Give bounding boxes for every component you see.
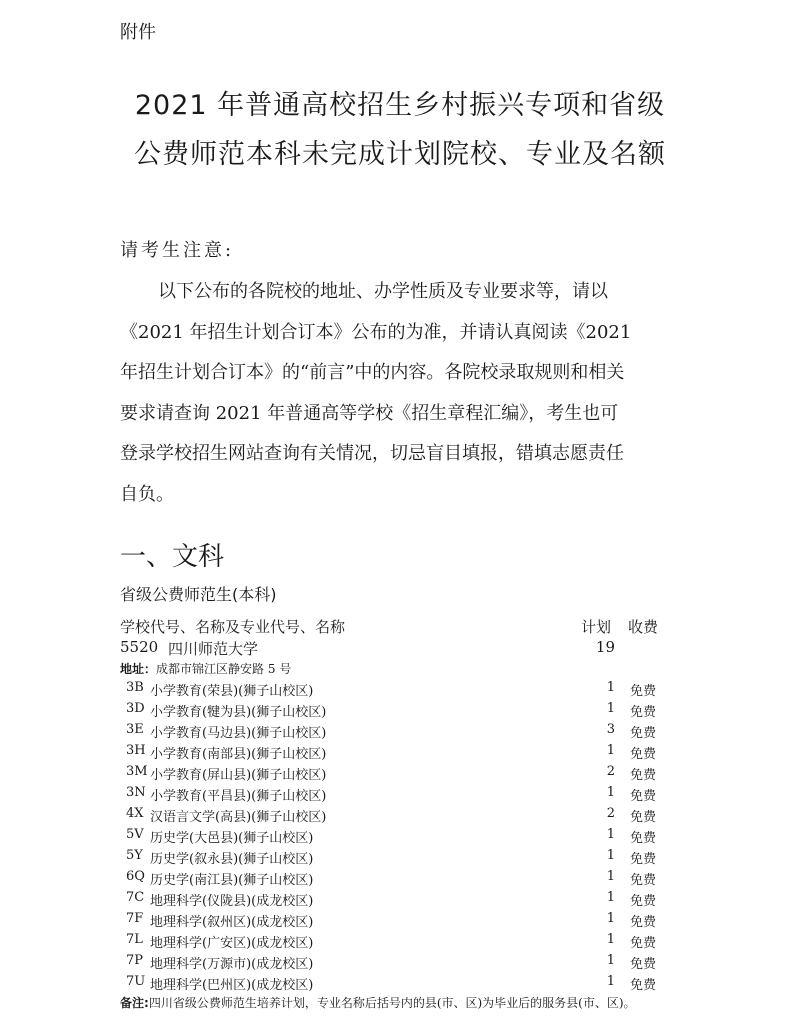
major-plan: 3 <box>606 722 615 737</box>
major-code: 7F <box>126 911 144 926</box>
table-row <box>0 678 800 699</box>
section-heading: 一、文科 <box>120 542 225 572</box>
major-fee: 免费 <box>630 789 657 804</box>
major-name: 地理科学(万源市)(成龙校区) <box>150 957 314 972</box>
major-plan: 1 <box>606 932 615 947</box>
address-label: 地址： <box>120 662 157 676</box>
major-fee: 免费 <box>630 684 657 699</box>
notice-line-6: 自负。 <box>120 484 174 505</box>
major-name: 小学教育(平昌县)(狮子山校区) <box>150 789 327 804</box>
notice-line-2: 《2021 年招生计划合订本》公布的为准，并请认真阅读《2021 <box>120 322 632 343</box>
major-code: 3H <box>126 743 146 758</box>
major-fee: 免费 <box>630 936 657 951</box>
school-name: 四川师范大学 <box>168 640 259 658</box>
major-fee: 免费 <box>630 747 657 762</box>
notice-line-3: 年招生计划合订本》的“前言”中的内容。各院校录取规则和相关 <box>120 362 625 383</box>
major-fee: 免费 <box>630 957 657 972</box>
column-header-plan: 计划 <box>581 618 612 636</box>
table-row <box>0 720 800 741</box>
major-plan: 1 <box>606 911 615 926</box>
major-plan: 1 <box>606 869 615 884</box>
address-text: 成都市锦江区静安路 5 号 <box>156 662 292 676</box>
major-fee: 免费 <box>630 831 657 846</box>
table-row <box>0 762 800 783</box>
school-address <box>120 660 291 677</box>
table-row <box>0 972 800 993</box>
table-row <box>0 699 800 720</box>
major-plan: 1 <box>606 827 615 842</box>
footnote-text: 四川省级公费师范生培养计划，专业名称后括号内的县(市、区)为毕业后的服务县(市、区)。 <box>148 996 636 1010</box>
major-plan: 2 <box>606 806 615 821</box>
table-row <box>0 867 800 888</box>
school-plan-total: 19 <box>595 638 615 656</box>
major-name: 小学教育(南部县)(狮子山校区) <box>150 747 327 762</box>
sub-heading: 省级公费师范生(本科) <box>120 585 277 604</box>
major-plan: 1 <box>606 890 615 905</box>
table-row <box>0 846 800 867</box>
notice-line-4: 要求请查询 2021 年普通高等学校《招生章程汇编》，考生也可 <box>120 403 619 424</box>
major-list <box>0 678 800 993</box>
major-code: 3N <box>126 785 146 800</box>
major-plan: 1 <box>606 848 615 863</box>
major-name: 地理科学(巴州区)(成龙校区) <box>150 978 314 993</box>
attachment-label: 附件 <box>120 22 156 43</box>
major-name: 小学教育(屏山县)(狮子山校区) <box>150 768 327 783</box>
table-row <box>0 888 800 909</box>
major-code: 7U <box>126 974 146 989</box>
school-code: 5520 <box>120 638 159 656</box>
major-plan: 1 <box>606 680 615 695</box>
major-code: 7C <box>126 890 145 905</box>
major-code: 6Q <box>126 869 145 884</box>
column-header-school: 学校代号、名称及专业代号、名称 <box>120 618 346 636</box>
major-name: 历史学(叙永县)(狮子山校区) <box>150 852 314 867</box>
footnote-label: 备注: <box>120 996 149 1010</box>
major-name: 历史学(南江县)(狮子山校区) <box>150 873 314 888</box>
major-fee: 免费 <box>630 894 657 909</box>
major-code: 4X <box>126 806 144 821</box>
major-fee: 免费 <box>630 768 657 783</box>
notice-line-1: 以下公布的各院校的地址、办学性质及专业要求等，请以 <box>158 281 608 302</box>
major-code: 7L <box>126 932 143 947</box>
major-name: 地理科学(叙州区)(成龙校区) <box>150 915 314 930</box>
major-fee: 免费 <box>630 873 657 888</box>
major-name: 历史学(大邑县)(狮子山校区) <box>150 831 314 846</box>
table-row <box>0 741 800 762</box>
major-name: 汉语言文学(高县)(狮子山校区) <box>150 810 327 825</box>
column-header-fee: 收费 <box>628 618 659 636</box>
major-fee: 免费 <box>630 810 657 825</box>
major-code: 3E <box>126 722 144 737</box>
title-line-2: 公费师范本科未完成计划院校、专业及名额 <box>134 139 666 170</box>
major-plan: 1 <box>606 743 615 758</box>
major-code: 5Y <box>126 848 143 863</box>
major-code: 3D <box>126 701 145 716</box>
table-row <box>0 930 800 951</box>
major-code: 3B <box>126 680 144 695</box>
major-fee: 免费 <box>630 726 657 741</box>
footnote <box>120 994 685 1013</box>
table-row <box>0 951 800 972</box>
table-row <box>0 804 800 825</box>
major-fee: 免费 <box>630 915 657 930</box>
major-fee: 免费 <box>630 852 657 867</box>
title-line-1: 2021 年普通高校招生乡村振兴专项和省级 <box>134 90 666 121</box>
major-name: 小学教育(马边县)(狮子山校区) <box>150 726 327 741</box>
major-plan: 1 <box>606 701 615 716</box>
table-row <box>0 909 800 930</box>
major-plan: 1 <box>606 785 615 800</box>
major-name: 地理科学(仪陇县)(成龙校区) <box>150 894 314 909</box>
major-fee: 免费 <box>630 705 657 720</box>
major-name: 地理科学(广安区)(成龙校区) <box>150 936 314 951</box>
major-plan: 1 <box>606 953 615 968</box>
major-plan: 2 <box>606 764 615 779</box>
major-code: 7P <box>126 953 144 968</box>
major-code: 3M <box>126 764 148 779</box>
major-code: 5V <box>126 827 144 842</box>
notice-heading: 请考生注意: <box>120 240 235 261</box>
major-name: 小学教育(犍为县)(狮子山校区) <box>150 705 327 720</box>
major-name: 小学教育(荣县)(狮子山校区) <box>150 684 314 699</box>
table-row <box>0 825 800 846</box>
table-row <box>0 783 800 804</box>
major-plan: 1 <box>606 974 615 989</box>
major-fee: 免费 <box>630 978 657 993</box>
notice-line-5: 登录学校招生网站查询有关情况，切忌盲目填报，错填志愿责任 <box>120 443 624 464</box>
